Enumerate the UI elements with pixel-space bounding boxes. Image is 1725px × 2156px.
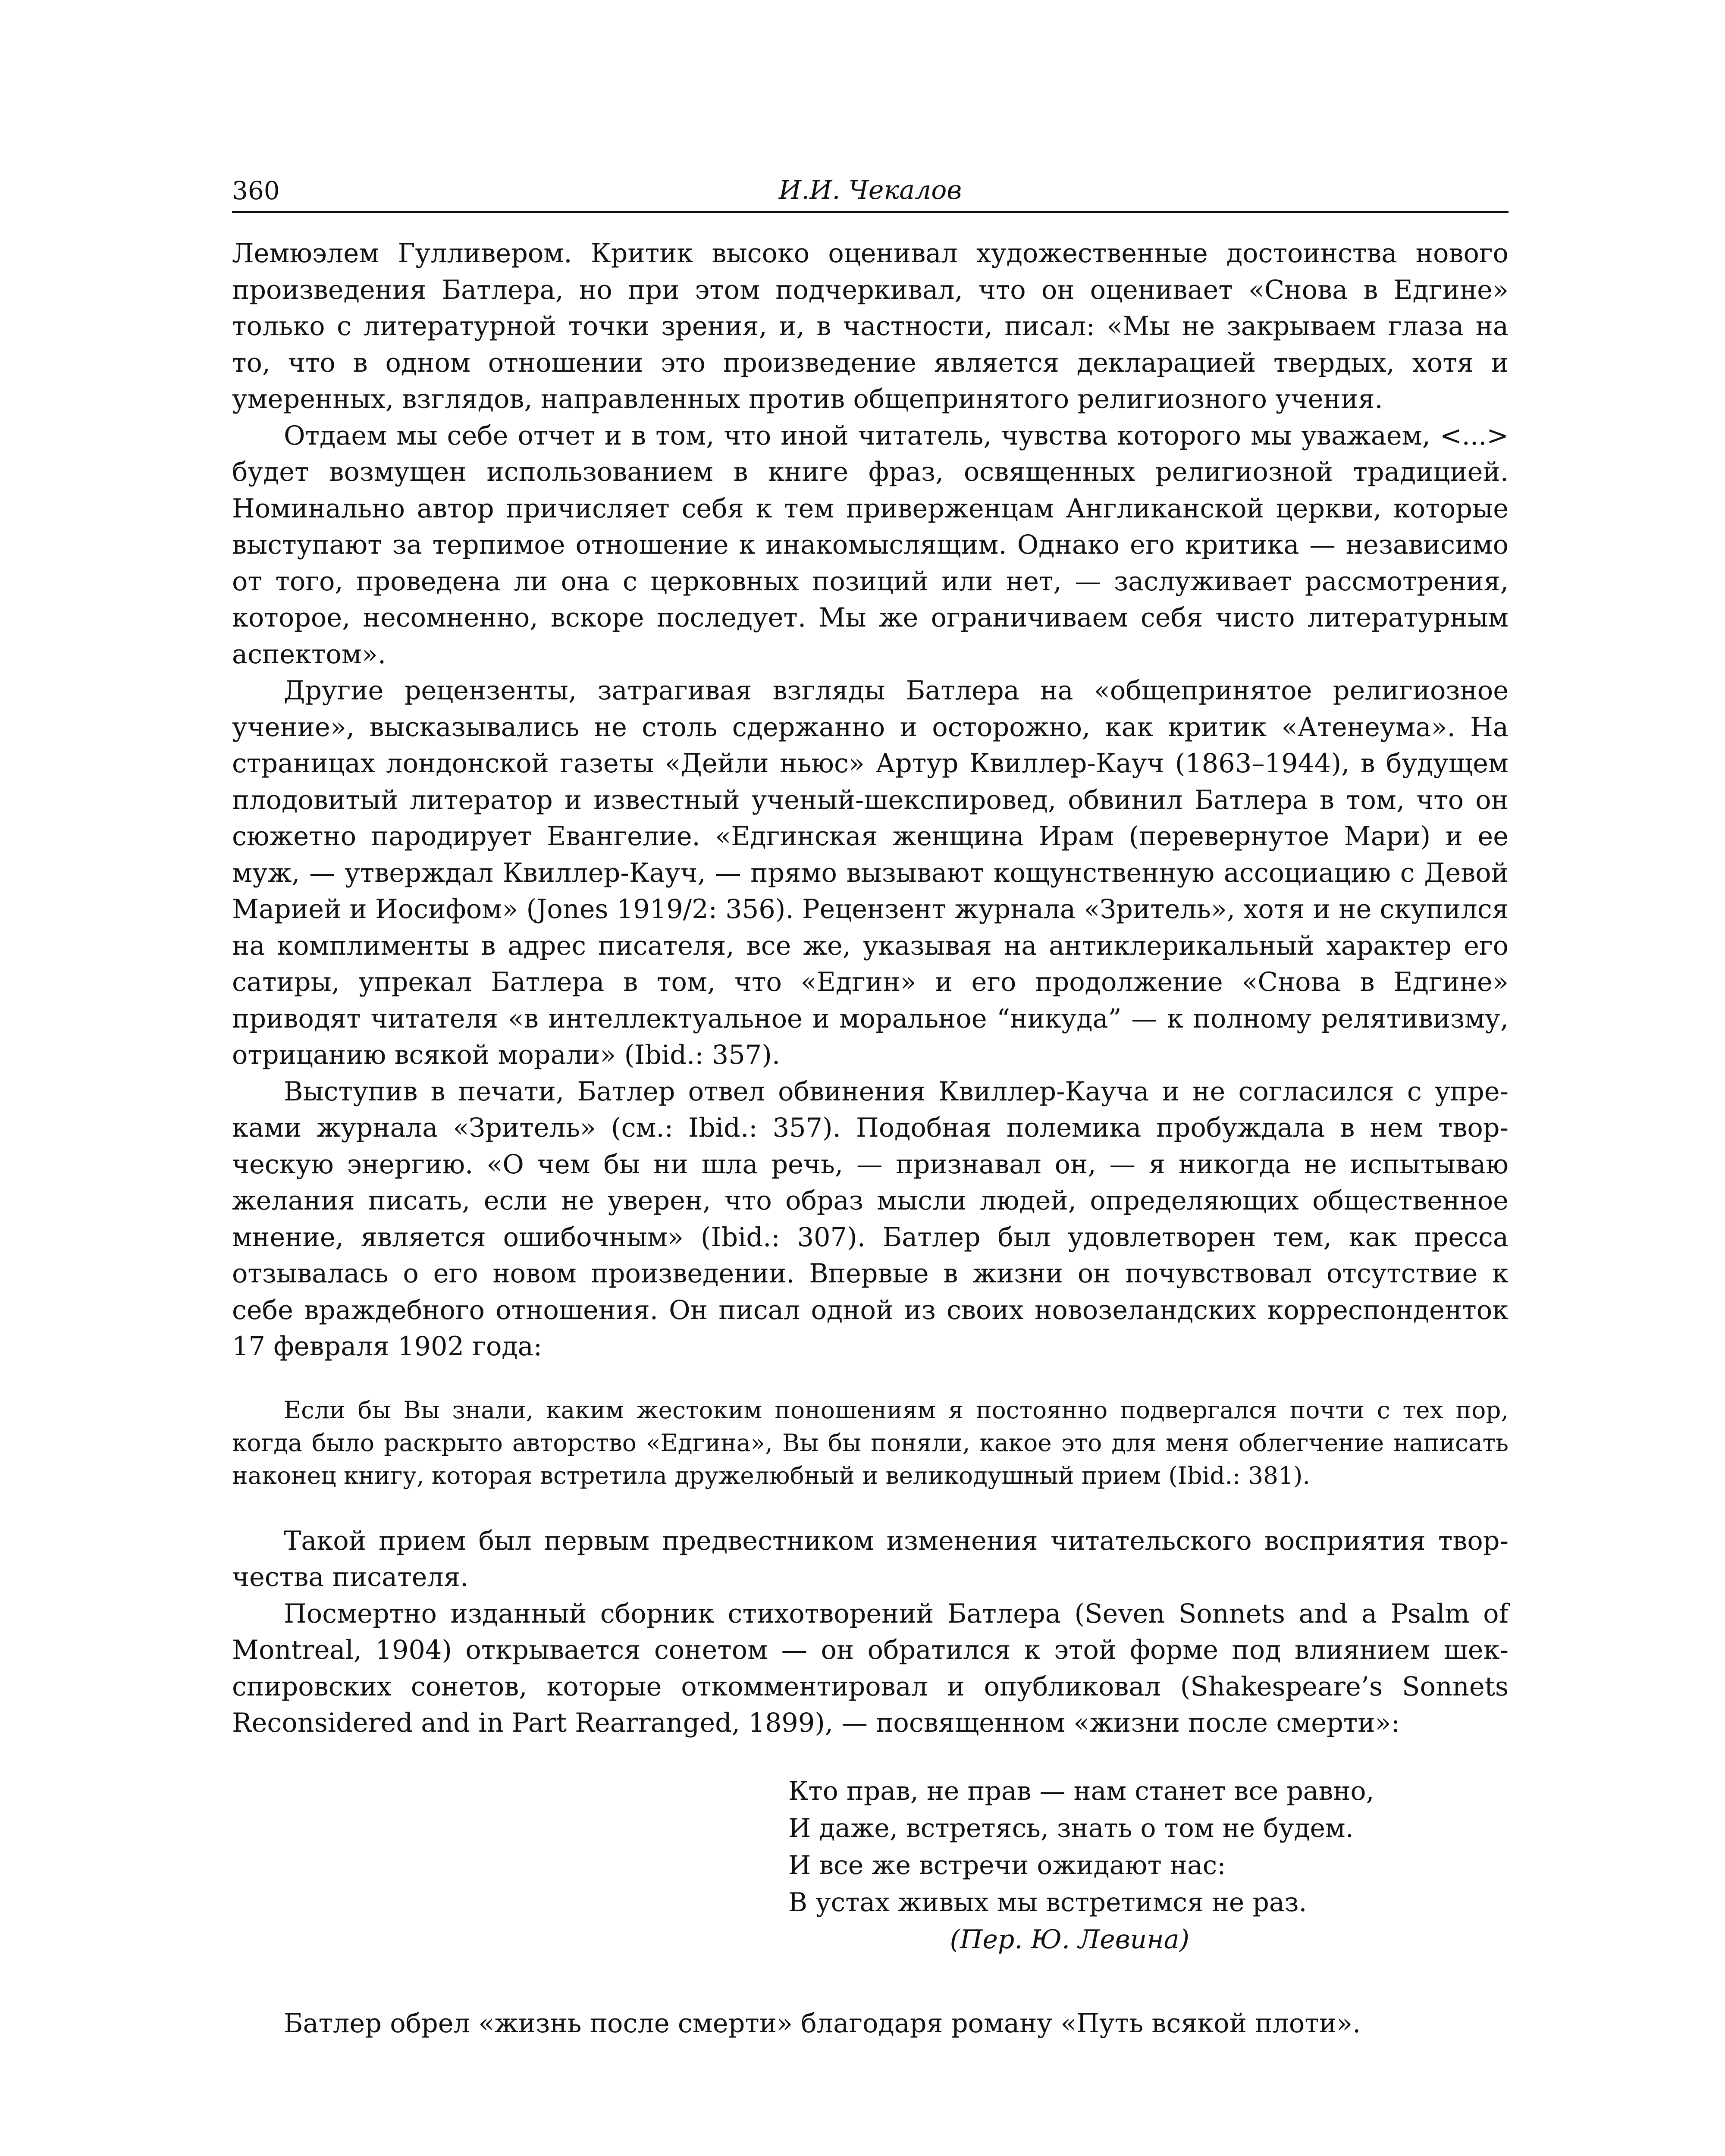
paragraph: Другие рецензенты, затрагивая взгляды Батлера на «общепринятое религиозное учение», высказывались не столь сдержанно и осторожно, как критик «Атенеума». На страницах лондонской газеты «Дейли ньюс» Артур Квиллер-Кауч (1863–1944), в будущем плодовитый литератор и известный ученый-шекспировед, обвинил Батлера в том, что он сюжетно пародирует Евангелие. «Едгинская женщина Ирам (перевернутое Мари) и ее муж, — утверждал Квиллер-Кауч, — прямо вызывают кощунственную ассоциацию с Девой Марией и Иосифом» (Jones 1919/2: 356). Рецензент журнала «Зритель», хотя и не скупился на комплименты в адрес писателя, все же, указывая на антиклерикальный характер его сатиры, упрекал Батлера в том, что «Едгин» и его продолжение «Снова в Едгине» приводят читателя «в интеллектуальное и моральное “никуда” — к полному релятивизму, отрицанию всякой морали» (Ibid.: 357).: [232, 676, 1509, 1070]
paragraph: Такой прием был первым предвестником изменения читательского восприятия творчества писателя.: [232, 1526, 1509, 1592]
body-text: [232, 235, 1509, 2042]
paragraph: Посмертно изданный сборник стихотворений Батлера (Seven Sonnets and a Psalm of Montreal, 1904) открывается сонетом — он обратился к этой форме под влиянием шекспировских сонетов, которые откомментировал и опубликовал (Shakespeare’s Sonnets Reconsidered and in Part Rearranged, 1899), — посвященном «жизни после смерти»:: [232, 1598, 1509, 1738]
sonnet-excerpt: [788, 1773, 1509, 1958]
poem-line: И все же встречи ожидают нас:: [788, 1850, 1226, 1880]
translator-credit: (Пер. Ю. Левина): [950, 1924, 1189, 1955]
poem-line: Кто прав, не прав — нам станет все равно,: [788, 1776, 1374, 1806]
page-header: [232, 164, 1509, 213]
book-page: [232, 164, 1509, 2042]
page-number: 360: [232, 176, 280, 205]
paragraph: Выступив в печати, Батлер отвел обвинения Квиллер-Кауча и не согласился с упреками журнала «Зритель» (см.: Ibid.: 357). Подобная полемика пробуждала в нем творческую энергию. «О чем бы ни шла речь, — признавал он, — я никогда не испытываю желания писать, если не уверен, что образ мысли людей, определяющих общественное мнение, является ошибочным» (Ibid.: 307). Батлер был удовлетворен тем, как пресса отзывалась о его новом произведении. Впервые в жизни он почувствовал отсутствие к себе враждебного отношения. Он писал одной из своих новозеландских корреспонденток 17 февраля 1902 года:: [232, 1076, 1509, 1362]
running-title: И.И. Чекалов: [778, 175, 962, 205]
block-quote: Если бы Вы знали, каким жестоким поношениям я постоянно подвергался почти с тех пор, когда было раскрыто авторство «Едгина», Вы бы поняли, какое это для меня облегчение написать наконец книгу, которая встретила дружелюбный и великодушный прием (Ibid.: 381).: [232, 1396, 1509, 1489]
closing-paragraph: Батлер обрел «жизнь после смерти» благодаря роману «Путь всякой плоти».: [284, 2008, 1361, 2039]
paragraph: Лемюэлем Гулливером. Критик высоко оценивал художественные достоинства нового произведения Батлера, но при этом подчеркивал, что он оценивает «Снова в Едгине» только с литературной точки зрения, и, в частности, писал: «Мы не закрываем глаза на то, что в одном отношении это произведение является декларацией твердых, хотя и умеренных, взглядов, направленных против общепринятого религиозного учения.: [232, 238, 1509, 414]
paragraph: Отдаем мы себе отчет и в том, что иной читатель, чувства которого мы уважаем, <...> будет возмущен использованием в книге фраз, освященных религиозной традицией. Номинально автор причисляет себя к тем приверженцам Англиканской церкви, которые выступают за терпимое отношение к инакомыслящим. Однако его критика — независимо от того, проведена ли она с церковных позиций или нет, — заслуживает рассмотрения, которое, несомненно, вскоре последует. Мы же ограничиваем себя чисто литературным аспектом».: [232, 420, 1509, 670]
poem-line: В устах живых мы встретимся не раз.: [788, 1887, 1307, 1918]
poem-line: И даже, встретясь, знать о том не будем.: [788, 1813, 1354, 1843]
